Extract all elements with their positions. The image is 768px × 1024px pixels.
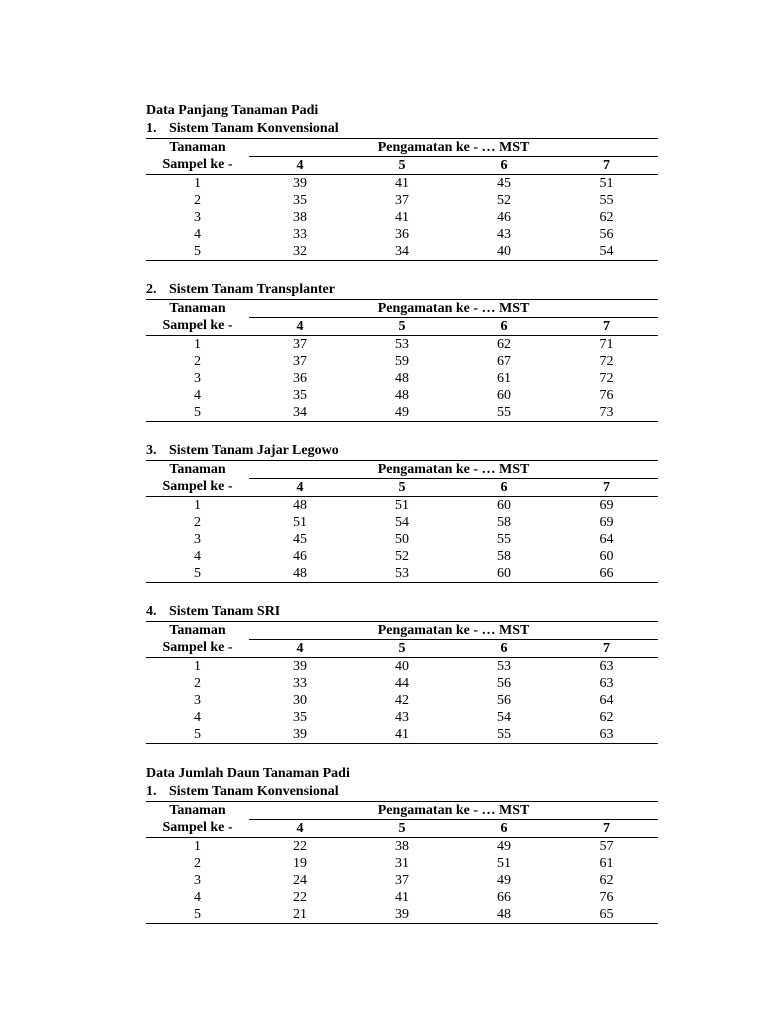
sample-number-cell: 1 xyxy=(194,838,201,854)
sample-number-cell: 4 xyxy=(194,226,201,242)
value-cell: 60 xyxy=(497,497,511,513)
header-week: 6 xyxy=(453,640,555,658)
data-table xyxy=(146,299,658,422)
value-cell: 76 xyxy=(599,889,614,905)
header-week: 4 xyxy=(249,479,351,497)
value-cell: 55 xyxy=(453,726,555,744)
value-cell: 37 xyxy=(395,192,409,208)
data-table xyxy=(146,138,658,261)
value-cell: 66 xyxy=(497,889,511,905)
value-cell: 53 xyxy=(395,336,409,352)
value-cell: 62 xyxy=(599,209,614,225)
value-cell: 56 xyxy=(497,675,511,691)
value-cell: 39 xyxy=(249,726,351,744)
value-cell: 66 xyxy=(555,565,658,583)
data-table xyxy=(146,460,658,583)
value-cell: 37 xyxy=(293,336,307,352)
value-cell: 44 xyxy=(395,675,409,691)
section-number: 2. xyxy=(146,282,157,297)
value-cell: 54 xyxy=(497,709,511,725)
value-cell: 34 xyxy=(351,243,453,261)
value-cell: 48 xyxy=(293,497,307,513)
value-cell: 72 xyxy=(599,353,614,369)
table-row xyxy=(146,906,658,924)
header-week: 6 xyxy=(453,479,555,497)
value-cell: 55 xyxy=(453,404,555,422)
value-cell: 21 xyxy=(249,906,351,924)
value-cell: 43 xyxy=(395,709,409,725)
header-week: 5 xyxy=(351,157,453,175)
value-cell: 72 xyxy=(599,370,614,386)
value-cell: 41 xyxy=(395,175,409,191)
value-cell: 35 xyxy=(293,709,307,725)
sample-number-cell: 4 xyxy=(194,548,201,564)
sample-number-cell: 3 xyxy=(194,872,201,888)
header-week: 7 xyxy=(555,479,658,497)
header-plant-label: Tanaman xyxy=(146,802,249,820)
value-cell: 64 xyxy=(599,692,614,708)
header-week: 6 xyxy=(453,157,555,175)
sample-number-cell: 2 xyxy=(194,192,201,208)
sample-number-cell: 3 xyxy=(194,370,201,386)
header-week: 5 xyxy=(351,479,453,497)
value-cell: 41 xyxy=(395,209,409,225)
header-sample-label: Sampel ke - xyxy=(146,640,249,658)
section-title-text: Sistem Tanam SRI xyxy=(169,604,281,619)
value-cell: 53 xyxy=(497,658,511,674)
table-section xyxy=(146,783,658,924)
value-cell: 35 xyxy=(293,192,307,208)
table-row xyxy=(146,192,658,209)
value-cell: 19 xyxy=(293,855,307,871)
section-title xyxy=(146,783,658,801)
header-week: 5 xyxy=(351,640,453,658)
value-cell: 49 xyxy=(497,838,511,854)
section-number: 3. xyxy=(146,443,157,458)
value-cell: 62 xyxy=(599,709,614,725)
header-week: 7 xyxy=(555,820,658,838)
header-sample-label: Sampel ke - xyxy=(146,820,249,838)
header-week: 6 xyxy=(453,318,555,336)
header-plant-label: Tanaman xyxy=(146,622,249,640)
sample-number-cell: 5 xyxy=(146,906,249,924)
header-week: 4 xyxy=(249,157,351,175)
table-row xyxy=(146,514,658,531)
value-cell: 51 xyxy=(293,514,307,530)
sample-number-cell: 2 xyxy=(194,675,201,691)
table-row xyxy=(146,709,658,726)
sample-number-cell: 3 xyxy=(194,531,201,547)
value-cell: 30 xyxy=(293,692,307,708)
table-row xyxy=(146,726,658,744)
header-week: 7 xyxy=(555,318,658,336)
table-row xyxy=(146,548,658,565)
sample-number-cell: 1 xyxy=(194,336,201,352)
header-plant-label: Tanaman xyxy=(146,461,249,479)
value-cell: 58 xyxy=(497,514,511,530)
header-observation-group: Pengamatan ke - … MST xyxy=(249,461,658,479)
header-week: 5 xyxy=(351,318,453,336)
value-cell: 41 xyxy=(351,726,453,744)
table-section xyxy=(146,603,658,744)
table-row xyxy=(146,658,658,676)
value-cell: 48 xyxy=(395,387,409,403)
sample-number-cell: 3 xyxy=(194,209,201,225)
value-cell: 38 xyxy=(293,209,307,225)
value-cell: 69 xyxy=(599,514,614,530)
value-cell: 53 xyxy=(351,565,453,583)
table-row xyxy=(146,353,658,370)
value-cell: 56 xyxy=(497,692,511,708)
header-week: 6 xyxy=(453,820,555,838)
value-cell: 59 xyxy=(395,353,409,369)
header-sample-label: Sampel ke - xyxy=(146,479,249,497)
value-cell: 42 xyxy=(395,692,409,708)
table-row xyxy=(146,243,658,261)
header-sample-label: Sampel ke - xyxy=(146,318,249,336)
sample-number-cell: 3 xyxy=(194,692,201,708)
value-cell: 60 xyxy=(453,565,555,583)
header-week: 4 xyxy=(249,820,351,838)
value-cell: 62 xyxy=(497,336,511,352)
value-cell: 49 xyxy=(351,404,453,422)
value-cell: 33 xyxy=(293,675,307,691)
value-cell: 46 xyxy=(293,548,307,564)
table-row xyxy=(146,497,658,515)
value-cell: 45 xyxy=(293,531,307,547)
length-sections xyxy=(146,120,658,744)
section-title-text: Sistem Tanam Transplanter xyxy=(169,282,335,297)
value-cell: 43 xyxy=(497,226,511,242)
sample-number-cell: 1 xyxy=(194,175,201,191)
header-observation-group: Pengamatan ke - … MST xyxy=(249,622,658,640)
sample-number-cell: 2 xyxy=(194,514,201,530)
value-cell: 60 xyxy=(599,548,614,564)
table-section xyxy=(146,281,658,442)
value-cell: 54 xyxy=(555,243,658,261)
value-cell: 48 xyxy=(453,906,555,924)
header-week: 7 xyxy=(555,640,658,658)
table-row xyxy=(146,692,658,709)
value-cell: 33 xyxy=(293,226,307,242)
value-cell: 64 xyxy=(599,531,614,547)
value-cell: 40 xyxy=(395,658,409,674)
value-cell: 36 xyxy=(293,370,307,386)
value-cell: 56 xyxy=(599,226,614,242)
table-section xyxy=(146,442,658,603)
value-cell: 57 xyxy=(599,838,614,854)
table-row xyxy=(146,226,658,243)
value-cell: 71 xyxy=(599,336,614,352)
data-table xyxy=(146,801,658,924)
value-cell: 22 xyxy=(293,838,307,854)
value-cell: 63 xyxy=(599,675,614,691)
value-cell: 45 xyxy=(497,175,511,191)
value-cell: 63 xyxy=(599,658,614,674)
value-cell: 60 xyxy=(497,387,511,403)
value-cell: 35 xyxy=(293,387,307,403)
value-cell: 51 xyxy=(395,497,409,513)
value-cell: 24 xyxy=(293,872,307,888)
value-cell: 67 xyxy=(497,353,511,369)
header-plant-label: Tanaman xyxy=(146,300,249,318)
value-cell: 22 xyxy=(293,889,307,905)
table-row xyxy=(146,889,658,906)
leaves-sections xyxy=(146,783,658,924)
sample-number-cell: 4 xyxy=(194,709,201,725)
value-cell: 37 xyxy=(395,872,409,888)
sample-number-cell: 5 xyxy=(146,726,249,744)
table-row xyxy=(146,855,658,872)
section-title-text: Sistem Tanam Jajar Legowo xyxy=(169,443,339,458)
section-title-text: Sistem Tanam Konvensional xyxy=(169,121,339,136)
section-number: 4. xyxy=(146,604,157,619)
value-cell: 31 xyxy=(395,855,409,871)
section-number: 1. xyxy=(146,121,157,136)
header-sample-label: Sampel ke - xyxy=(146,157,249,175)
value-cell: 39 xyxy=(293,658,307,674)
value-cell: 37 xyxy=(293,353,307,369)
value-cell: 39 xyxy=(293,175,307,191)
value-cell: 58 xyxy=(497,548,511,564)
value-cell: 55 xyxy=(599,192,614,208)
sample-number-cell: 1 xyxy=(194,658,201,674)
section-title xyxy=(146,281,658,299)
sample-number-cell: 1 xyxy=(194,497,201,513)
value-cell: 34 xyxy=(249,404,351,422)
value-cell: 52 xyxy=(395,548,409,564)
value-cell: 48 xyxy=(395,370,409,386)
table-row xyxy=(146,565,658,583)
table-row xyxy=(146,838,658,856)
value-cell: 36 xyxy=(395,226,409,242)
sample-number-cell: 4 xyxy=(194,889,201,905)
value-cell: 62 xyxy=(599,872,614,888)
value-cell: 41 xyxy=(395,889,409,905)
section-number: 1. xyxy=(146,784,157,799)
table-row xyxy=(146,370,658,387)
table-row xyxy=(146,872,658,889)
value-cell: 54 xyxy=(395,514,409,530)
section-title xyxy=(146,120,658,138)
header-observation-group: Pengamatan ke - … MST xyxy=(249,139,658,157)
value-cell: 73 xyxy=(555,404,658,422)
sample-number-cell: 2 xyxy=(194,353,201,369)
value-cell: 63 xyxy=(555,726,658,744)
document-page xyxy=(146,102,658,924)
section-title xyxy=(146,442,658,460)
header-observation-group: Pengamatan ke - … MST xyxy=(249,300,658,318)
length-data-title: Data Panjang Tanaman Padi xyxy=(146,103,319,118)
value-cell: 40 xyxy=(453,243,555,261)
table-row xyxy=(146,336,658,354)
table-row xyxy=(146,387,658,404)
sample-number-cell: 5 xyxy=(146,404,249,422)
header-week: 5 xyxy=(351,820,453,838)
value-cell: 50 xyxy=(395,531,409,547)
value-cell: 65 xyxy=(555,906,658,924)
table-section xyxy=(146,120,658,281)
value-cell: 76 xyxy=(599,387,614,403)
value-cell: 51 xyxy=(497,855,511,871)
table-row xyxy=(146,404,658,422)
table-row xyxy=(146,175,658,193)
value-cell: 32 xyxy=(249,243,351,261)
sample-number-cell: 2 xyxy=(194,855,201,871)
sample-number-cell: 5 xyxy=(146,565,249,583)
value-cell: 46 xyxy=(497,209,511,225)
sample-number-cell: 5 xyxy=(146,243,249,261)
section-title-text: Sistem Tanam Konvensional xyxy=(169,784,339,799)
value-cell: 61 xyxy=(599,855,614,871)
header-plant-label: Tanaman xyxy=(146,139,249,157)
header-week: 4 xyxy=(249,318,351,336)
value-cell: 69 xyxy=(599,497,614,513)
header-week: 4 xyxy=(249,640,351,658)
table-row xyxy=(146,209,658,226)
header-week: 7 xyxy=(555,157,658,175)
value-cell: 61 xyxy=(497,370,511,386)
value-cell: 38 xyxy=(395,838,409,854)
value-cell: 49 xyxy=(497,872,511,888)
data-table xyxy=(146,621,658,744)
sample-number-cell: 4 xyxy=(194,387,201,403)
value-cell: 55 xyxy=(497,531,511,547)
table-row xyxy=(146,675,658,692)
value-cell: 48 xyxy=(249,565,351,583)
section-title xyxy=(146,603,658,621)
leaves-data-title: Data Jumlah Daun Tanaman Padi xyxy=(146,766,350,781)
value-cell: 52 xyxy=(497,192,511,208)
value-cell: 39 xyxy=(351,906,453,924)
table-row xyxy=(146,531,658,548)
header-observation-group: Pengamatan ke - … MST xyxy=(249,802,658,820)
value-cell: 51 xyxy=(599,175,614,191)
